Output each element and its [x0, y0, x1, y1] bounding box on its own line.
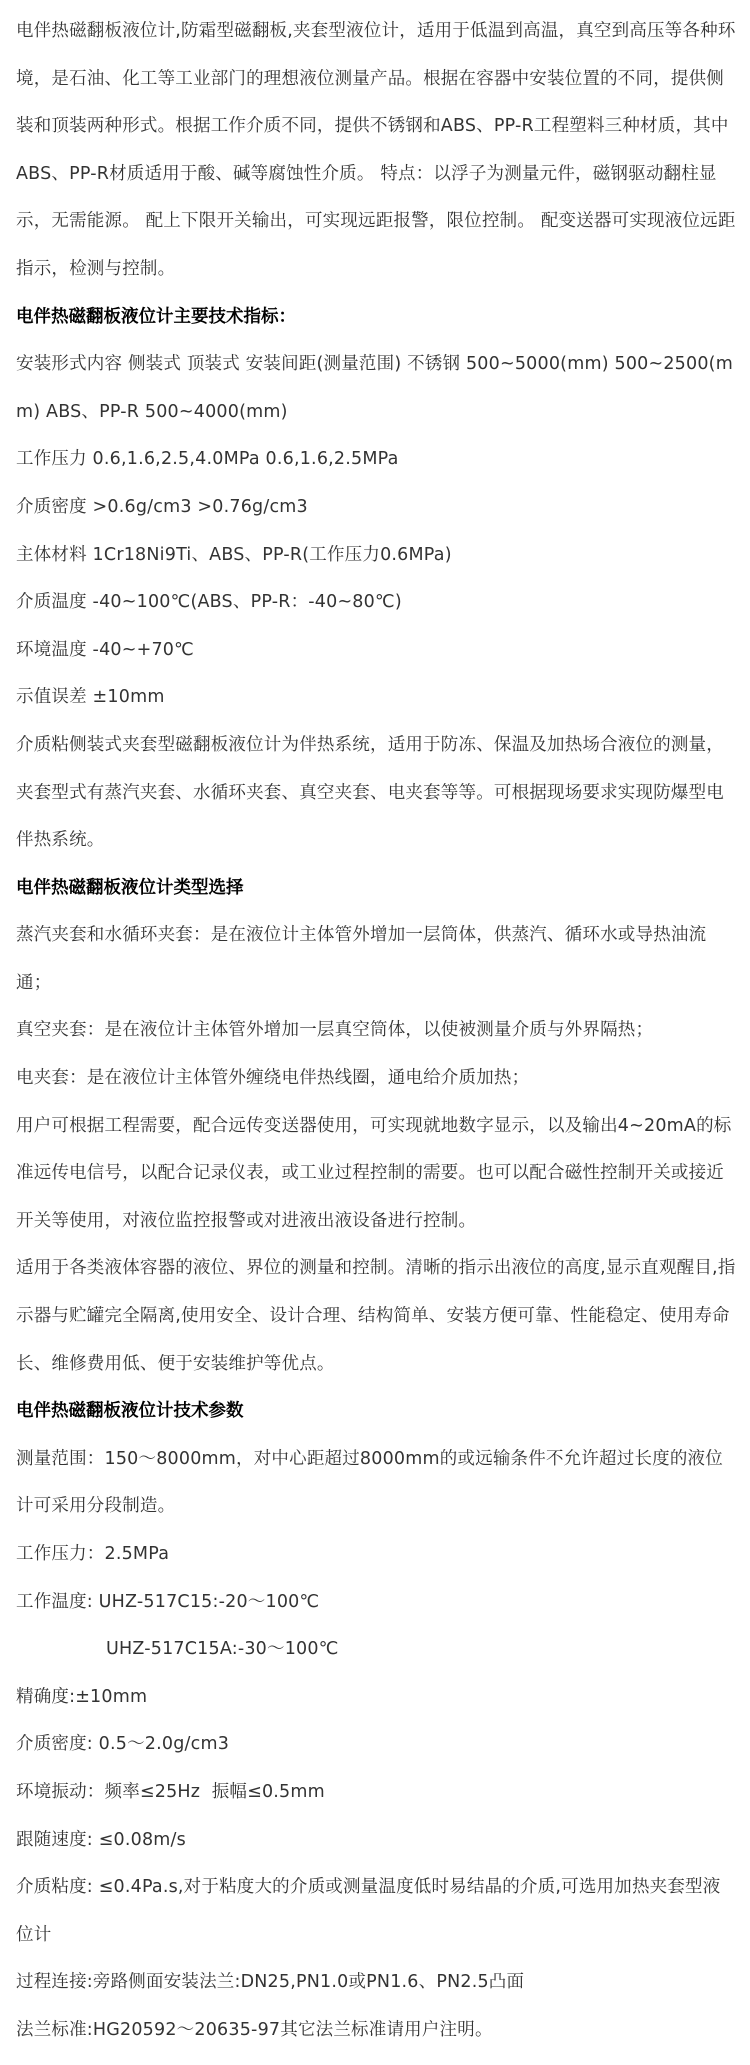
- type-line-vacuum: 真空夹套：是在液位计主体管外增加一层真空筒体，以使被测量介质与外界隔热；: [16, 1020, 654, 1041]
- param-density: 介质密度: 0.5～2.0g/cm3: [16, 1734, 230, 1755]
- spec-line-error: 示值误差 ±10mm: [16, 687, 165, 708]
- param-pressure: 工作压力：2.5MPa: [16, 1544, 170, 1564]
- spec-line-ambient-temp: 环境温度 -40~+70℃: [16, 639, 194, 660]
- spec-line-material: 主体材料 1Cr18Ni9Ti、ABS、PP-R(工作压力0.6MPa): [16, 544, 452, 565]
- param-flange: 法兰标准:HG20592～20635-97其它法兰标准请用户注明。: [16, 2019, 493, 2040]
- type-line-applications: 适用于各类液体容器的液位、界位的测量和控制。清晰的指示出液位的高度,显示直观醒目,指示器与贮罐完全隔离,使用安全、设计合理、结构简单、安装方便可靠、性能稳定、使用寿命长、维修费用低、便于安装维护等优点。: [16, 1258, 736, 1374]
- param-temp-2: UHZ-517C15A:-30～100℃: [106, 1639, 339, 1660]
- spec-line-jacket: 介质粘侧装式夹套型磁翻板液位计为伴热系统，适用于防冻、保温及加热场合液位的测量，夹套型式有蒸汽夹套、水循环夹套、真空夹套、电夹套等等。可根据现场要求实现防爆型电伴热系统。: [16, 734, 724, 851]
- section-heading-types: 电伴热磁翻板液位计类型选择: [16, 877, 244, 898]
- type-line-steam: 蒸汽夹套和水循环夹套：是在液位计主体管外增加一层筒体，供蒸汽、循环水或导热油流通；: [16, 925, 707, 993]
- param-viscosity: 介质粘度: ≤0.4Pa.s,对于粘度大的介质或测量温度低时易结晶的介质,可选用加热夹套型液位计: [16, 1877, 721, 1945]
- spec-line-install: 安装形式内容 侧装式 顶装式 安装间距(测量范围) 不锈钢 500~5000(mm) 500~2500(mm) ABS、PP-R 500~4000(mm): [16, 354, 733, 422]
- param-speed: 跟随速度: ≤0.08m/s: [16, 1829, 186, 1850]
- spec-line-medium-temp: 介质温度 -40~100℃(ABS、PP-R：-40~80℃): [16, 592, 402, 613]
- param-accuracy: 精确度:±10mm: [16, 1686, 148, 1707]
- type-line-electric: 电夹套：是在液位计主体管外缠绕电伴热线圈，通电给介质加热；: [16, 1068, 530, 1089]
- param-range: 测量范围：150～8000mm，对中心距超过8000mm的或远输条件不允许超过长度的液位计可采用分段制造。: [16, 1448, 723, 1517]
- section-heading-specs: 电伴热磁翻板液位计主要技术指标：: [16, 306, 296, 327]
- spec-line-pressure: 工作压力 0.6,1.6,2.5,4.0MPa 0.6,1.6,2.5MPa: [16, 449, 399, 470]
- spec-line-density: 介质密度 >0.6g/cm3 >0.76g/cm3: [16, 496, 308, 517]
- param-vibration: 环境振动：频率≤25Hz 振幅≤0.5mm: [16, 1781, 325, 1802]
- type-line-transmitter: 用户可根据工程需要，配合远传变送器使用，可实现就地数字显示，以及输出4~20mA的标准远传电信号，以配合记录仪表，或工业过程控制的需要。也可以配合磁性控制开关或接近开关等使用，对液位监控报警或对进液出液设备进行控制。: [16, 1115, 732, 1231]
- intro-paragraph: 电伴热磁翻板液位计,防霜型磁翻板,夹套型液位计，适用于低温到高温，真空到高压等各种环境，是石油、化工等工业部门的理想液位测量产品。根据在容器中安装位置的不同，提供侧装和顶装两种形式。根据工作介质不同，提供不锈钢和ABS、PP-R工程塑料三种材质，其中ABS、PP-R材质适用于酸、碱等腐蚀性介质。 特点：以浮子为测量元件，磁钢驱动翻柱显示，无需能源。 配上下限开关输出，可实现远距报警，限位控制。 配变送器可实现液位远距指示，检测与控制。: [16, 21, 736, 279]
- param-connection: 过程连接:旁路侧面安装法兰:DN25,PN1.0或PN1.6、PN2.5凸面: [16, 1972, 525, 1993]
- section-heading-params: 电伴热磁翻板液位计技术参数: [16, 1401, 244, 1422]
- param-temp-1: 工作温度: UHZ-517C15:-20～100℃: [16, 1591, 320, 1612]
